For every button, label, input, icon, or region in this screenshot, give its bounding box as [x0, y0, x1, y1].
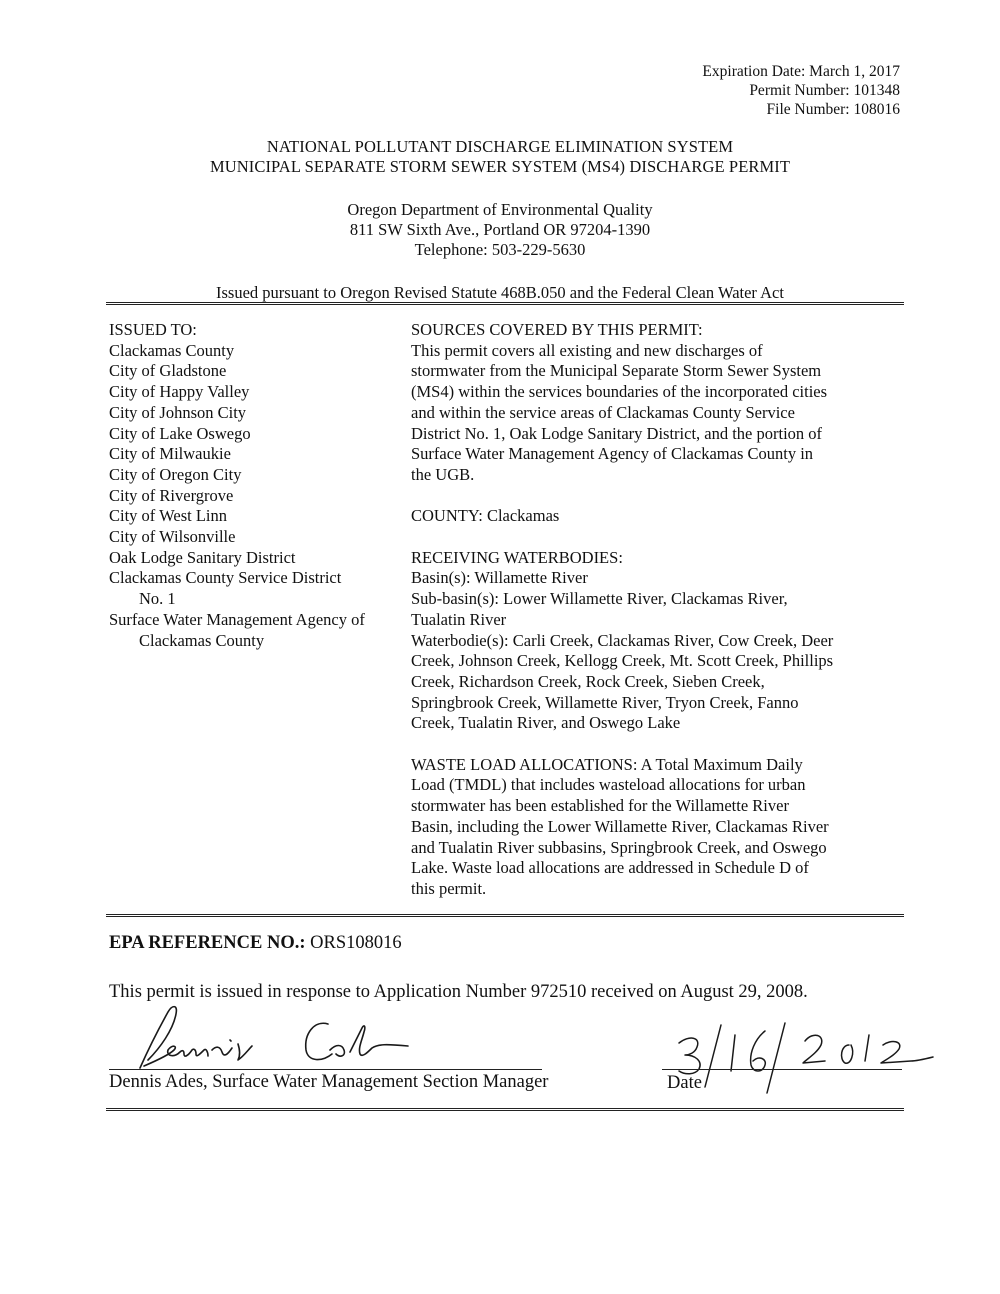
- receiving-text-line: Waterbodie(s): Carli Creek, Clackamas River, Cow Creek, Deer: [411, 630, 834, 650]
- sources-text-line: Surface Water Management Agency of Clackamas County in: [411, 444, 814, 464]
- receiving-text-line: Springbrook Creek, Willamette River, Tryon Creek, Fanno: [411, 692, 799, 712]
- sources-text-line: and within the service areas of Clackamas County Service: [411, 402, 795, 422]
- issued-to-entity: Clackamas County Service District: [109, 568, 342, 588]
- sources-heading: SOURCES COVERED BY THIS PERMIT:: [411, 320, 703, 339]
- issued-to-entity: City of Oregon City: [109, 464, 242, 484]
- receiving-text-line: Sub-basin(s): Lower Willamette River, Clackamas River,: [411, 589, 788, 609]
- spacer: [411, 527, 891, 548]
- issued-to-entity: City of Wilsonville: [109, 527, 236, 547]
- handwritten-signature-image: [118, 1000, 458, 1070]
- title-line-2: MUNICIPAL SEPARATE STORM SEWER SYSTEM (MS4) DISCHARGE PERMIT: [209, 157, 791, 176]
- issued-to-entity: Oak Lodge Sanitary District: [109, 547, 296, 567]
- permit-details-column: [411, 320, 891, 900]
- waste-load-text-line: Load (TMDL) that includes wasteload allocations for urban: [411, 775, 806, 795]
- issued-to-entity: Surface Water Management Agency of: [109, 609, 365, 629]
- county-line: COUNTY: Clackamas: [411, 506, 560, 526]
- spacer: [411, 486, 891, 507]
- issued-to-entity-continued: No. 1: [139, 589, 176, 609]
- agency-address: 811 SW Sixth Ave., Portland OR 97204-1390: [349, 220, 651, 239]
- sources-text-line: District No. 1, Oak Lodge Sanitary District, and the portion of: [411, 423, 823, 443]
- file-number: File Number: 108016: [766, 101, 900, 118]
- receiving-text-line: Creek, Johnson Creek, Kellogg Creek, Mt. Scott Creek, Phillips: [411, 651, 834, 671]
- receiving-text-line: Creek, Tualatin River, and Oswego Lake: [411, 713, 681, 733]
- issued-to-heading: ISSUED TO:: [109, 320, 197, 339]
- epa-reference: [109, 931, 402, 955]
- date-line: [662, 1069, 902, 1070]
- waste-load-text-line: this permit.: [411, 878, 487, 898]
- waste-load-text-line: and Tualatin River subbasins, Springbrook Creek, and Oswego: [411, 837, 827, 857]
- issued-to-column: [109, 320, 399, 651]
- issued-to-entity: City of Johnson City: [109, 402, 247, 422]
- permit-meta: [702, 62, 900, 119]
- waste-load-text-line: Basin, including the Lower Willamette River, Clackamas River: [411, 816, 829, 836]
- permit-number: Permit Number: 101348: [749, 82, 900, 99]
- agency-phone: Telephone: 503-229-5630: [414, 240, 586, 259]
- sources-text-line: This permit covers all existing and new discharges of: [411, 340, 763, 360]
- sources-text-line: (MS4) within the services boundaries of the incorporated cities: [411, 382, 828, 402]
- waste-load-text-line: stormwater has been established for the Willamette River: [411, 796, 789, 816]
- spacer: [411, 734, 891, 755]
- issued-to-entity: City of Happy Valley: [109, 382, 250, 402]
- issued-pursuant-statement: Issued pursuant to Oregon Revised Statute 468B.050 and the Federal Clean Water Act: [216, 283, 784, 302]
- receiving-text-line: Creek, Richardson Creek, Rock Creek, Sieben Creek,: [411, 671, 765, 691]
- receiving-heading: RECEIVING WATERBODIES:: [411, 547, 623, 567]
- receiving-text-line: Basin(s): Willamette River: [411, 568, 588, 588]
- permit-title: [0, 137, 1000, 177]
- sources-text-line: stormwater from the Municipal Separate Storm Sewer System: [411, 361, 822, 381]
- epa-reference-value: ORS108016: [310, 933, 402, 953]
- divider-bottom: [106, 1108, 904, 1111]
- waste-load-text-line: WASTE LOAD ALLOCATIONS: A Total Maximum Daily: [411, 754, 803, 774]
- issued-to-entity: City of Lake Oswego: [109, 423, 251, 443]
- agency-name: Oregon Department of Environmental Quality: [347, 200, 653, 219]
- issued-to-entity: City of Gladstone: [109, 361, 227, 381]
- issued-to-entity: City of Rivergrove: [109, 485, 234, 505]
- title-line-1: NATIONAL POLLUTANT DISCHARGE ELIMINATION SYSTEM: [266, 137, 734, 156]
- issued-to-entity-continued: Clackamas County: [139, 630, 265, 650]
- waste-load-text-line: Lake. Waste load allocations are addressed in Schedule D of: [411, 858, 809, 878]
- issued-to-entity: Clackamas County: [109, 340, 235, 360]
- epa-reference-label: EPA REFERENCE NO.:: [109, 933, 306, 953]
- application-statement: This permit is issued in response to Application Number 972510 received on August 29, 2008.: [109, 982, 808, 1002]
- divider-middle: [106, 914, 904, 917]
- expiration-date: Expiration Date: March 1, 2017: [702, 63, 900, 80]
- agency-block: [0, 200, 1000, 260]
- issued-to-entity: City of West Linn: [109, 506, 227, 526]
- receiving-text-line: Tualatin River: [411, 609, 507, 629]
- issued-to-entity: City of Milwaukie: [109, 444, 231, 464]
- divider-top: [106, 302, 904, 305]
- signer-name-title: Dennis Ades, Surface Water Management Section Manager: [109, 1072, 549, 1092]
- date-label: Date: [667, 1073, 702, 1093]
- sources-text-line: the UGB.: [411, 464, 475, 484]
